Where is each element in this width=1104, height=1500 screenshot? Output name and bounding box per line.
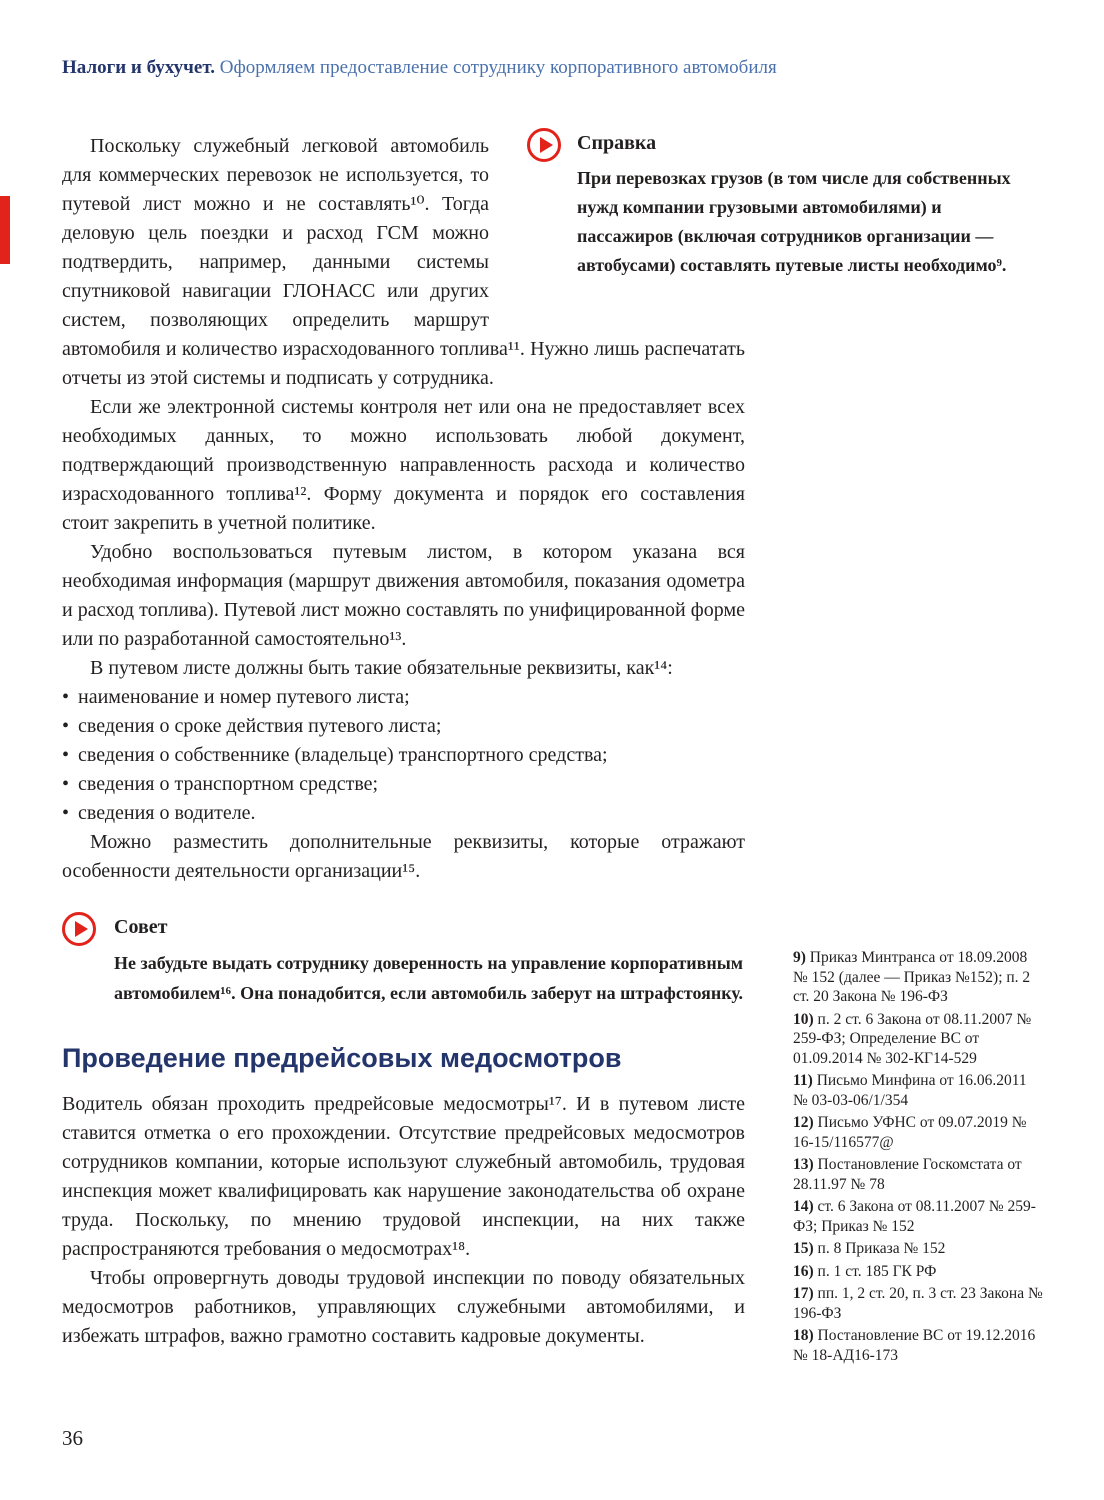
page-number: 36 [62,1426,83,1450]
callout-sovet-title: Совет [114,916,168,938]
footnote [793,948,1045,1007]
play-circle-icon [62,912,96,946]
left-edge-accent-bar [0,196,10,264]
footnote-text: Письмо УФНС от 09.07.2019 № 16-15/116577@ [793,1114,1027,1151]
paragraph-putevoy-list: Поскольку служебный легковой автомобиль для коммерческих перевозок не используется, то путевой лист можно и не составлять¹⁰. Тогда деловую цель поездки и расход ГСМ можно подтвердить, например, данными системы спутниковой навигации ГЛОНАСС или других систем, позволяющих определить маршрут автомобиля и количество израсходованного топлива¹¹. Нужно лишь распечатать отчеты из этой системы и подписать у сотрудника. [62,135,745,389]
list-item: • сведения о транспортном средстве; [62,770,745,799]
list-item: • сведения о собственнике (владельце) транспортного средства; [62,741,745,770]
callout-sovet-body: Не забудьте выдать сотруднику доверенность на управление корпоративным автомобилем¹⁶. Она понадобится, если автомобиль заберут на штрафстоянку. [114,953,744,1003]
spravka-wrap-spacer [489,132,745,335]
list-item: • сведения о водителе. [62,799,745,828]
footnote [793,1010,1045,1069]
header-rubric: Налоги и бухучет. [62,57,215,78]
footnote-number: 13) [793,1156,814,1173]
callout-sovet [62,910,745,1008]
footnote-number: 11) [793,1072,813,1089]
footnote-number: 15) [793,1240,814,1257]
footnote [793,1197,1045,1236]
footnote-number: 10) [793,1010,814,1028]
section-heading-medosmotry: Проведение предрейсовых медосмотров [62,1043,622,1073]
main-column [62,132,745,1351]
paragraph-electronic-control: Если же электронной системы контроля нет или она не предоставляет всех необходимых данных, то можно использовать любой документ, подтверждающий производственную направленность расхода и количество израсходованного топлива¹². Форму документа и порядок его составления стоит закрепить в учетной политике. [62,396,745,534]
paragraph-medosmotry: Водитель обязан проходить предрейсовые медосмотры¹⁷. И в путевом листе ставится отметка о его прохождении. Отсутствие предрейсовых медосмотров сотрудников компании, которые используют служебный автомобиль, трудовая инспекция может квалифицировать как нарушение законодательства об охране труда. Поскольку, по мнению трудовой инспекции, на них также распространяются требования о медосмотрах¹⁸. [62,1093,745,1260]
footnote-number: 18) [793,1327,814,1344]
paragraph-dop-rekvizity: Можно разместить дополнительные реквизиты, которые отражают особенности деятельности организации¹⁵. [62,831,745,882]
footnote [793,1262,1045,1282]
footnote-number: 16) [793,1262,814,1280]
paragraph-rekvizity-intro: В путевом листе должны быть такие обязательные реквизиты, как¹⁴: [90,657,673,679]
footnote-number: 12) [793,1114,814,1131]
list-item: • сведения о сроке действия путевого листа; [62,712,745,741]
callout-sovet-content [114,910,756,1008]
footnote [793,1071,1045,1110]
footnote [793,1155,1045,1194]
callout-spravka-title: Справка [577,132,657,154]
footnote-text: Письмо Минфина от 16.06.2011 № 03-03-06/1/354 [793,1072,1027,1109]
footnote [793,1326,1045,1365]
footnote-text: Приказ Минтранса от 18.09.2008 № 152 (далее — Приказ №152); п. 2 ст. 20 Закона № 196-ФЗ [793,949,1031,1005]
footnote-text: п. 8 Приказа № 152 [817,1240,946,1257]
footnote-text: ст. 6 Закона от 08.11.2007 № 259-ФЗ; Приказ № 152 [793,1198,1036,1235]
page-header [62,56,1052,80]
list-item: • наименование и номер путевого листа; [62,683,745,712]
footnotes-sidebar [793,948,1045,1368]
footnote-text: п. 2 ст. 6 Закона от 08.11.2007 № 259-ФЗ; Определение ВС от 01.09.2014 № 302-КГ14-529 [793,1010,1032,1067]
footnote [793,1239,1045,1259]
footnote-text: п. 1 ст. 185 ГК РФ [817,1262,937,1280]
header-title: Оформляем предоставление сотруднику корпоративного автомобиля [214,57,777,78]
footnote [793,1113,1045,1152]
footnote-number: 17) [793,1285,814,1302]
play-triangle-icon [75,921,88,937]
footnote [793,1284,1045,1323]
footnote-number: 9) [793,949,806,966]
paragraph-udobno: Удобно воспользоваться путевым листом, в котором указана вся необходимая информация (маршрут движения автомобиля, показания одометра и расход топлива). Путевой лист можно составлять по унифицированной форме или по разработанной самостоятельно¹³. [62,541,745,650]
paragraph-oproverzhenie: Чтобы опровергнуть доводы трудовой инспекции по поводу обязательных медосмотров работников, управляющих служебными автомобилями, и избежать штрафов, важно грамотно составить кадровые документы. [62,1267,745,1347]
footnote-number: 14) [793,1198,814,1215]
callout-spravka-body: При перевозках грузов (в том числе для собственных нужд компании грузовыми автомобилями) и пассажиров (включая сотрудников организации — автобусами) составлять путевые листы необходимо⁹. [577,168,1011,275]
footnote-text: пп. 1, 2 ст. 20, п. 3 ст. 23 Закона № 196-ФЗ [793,1285,1043,1322]
footnote-text: Постановление ВС от 19.12.2016 № 18-АД16-173 [793,1327,1036,1364]
footnote-text: Постановление Госкомстата от 28.11.97 № 78 [793,1156,1022,1193]
